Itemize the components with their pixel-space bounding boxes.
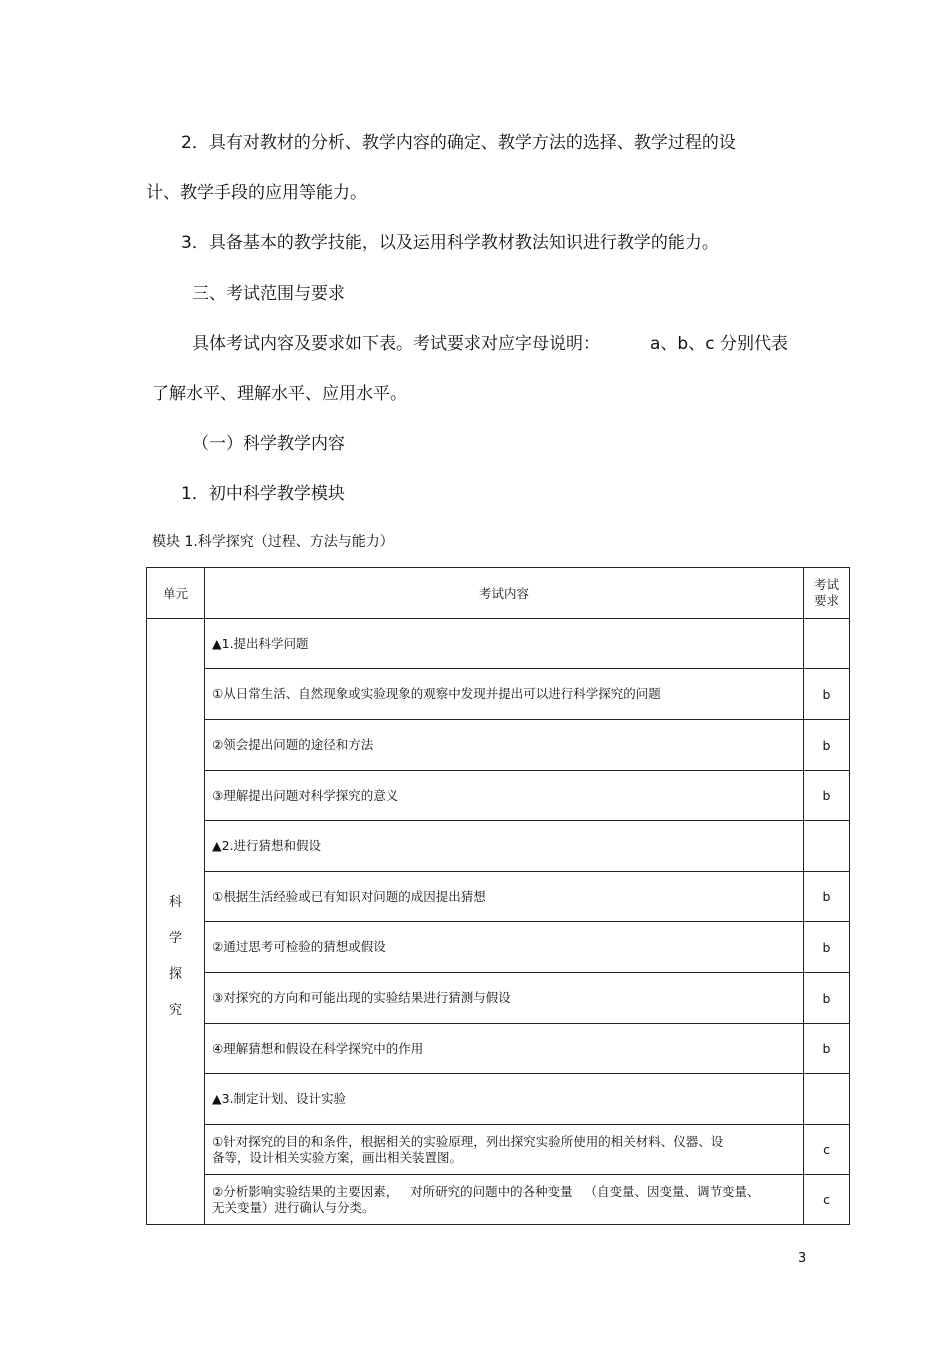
table-row bbox=[147, 872, 850, 922]
req-cell: b bbox=[804, 720, 850, 771]
content-cell bbox=[205, 1175, 804, 1225]
content-line: 无关变量）进行确认与分类。 bbox=[212, 1199, 375, 1215]
exam-description-line1b: a、b、c 分别代表 bbox=[650, 334, 788, 354]
table-row bbox=[147, 821, 850, 872]
subheading-junior-module: 1．初中科学教学模块 bbox=[181, 484, 345, 504]
module-caption: 模块 1.科学探究（过程、方法与能力） bbox=[152, 534, 394, 550]
content-line: ①针对探究的目的和条件，根据相关的实验原理，列出探究实验所使用的相关材料、仪器、设 bbox=[212, 1133, 724, 1149]
table-header-row bbox=[147, 568, 850, 619]
table-row bbox=[147, 619, 850, 669]
header-req-line2: 要求 bbox=[813, 593, 839, 608]
content-cell: ④理解猜想和假设在科学探究中的作用 bbox=[205, 1024, 804, 1074]
exam-content-table bbox=[146, 567, 850, 1225]
unit-char: 学 bbox=[168, 930, 182, 946]
content-cell: ▲2.进行猜想和假设 bbox=[205, 821, 804, 872]
req-cell bbox=[804, 821, 850, 872]
content-cell bbox=[205, 1125, 804, 1175]
header-requirement bbox=[804, 568, 850, 619]
content-cell: ▲1.提出科学问题 bbox=[205, 619, 804, 669]
table-row bbox=[147, 973, 850, 1024]
content-line: ②分析影响实验结果的主要因素， 对所研究的问题中的各种变量 （自变量、因变量、调节变量、 bbox=[212, 1183, 760, 1199]
table-row bbox=[147, 1175, 850, 1225]
exam-description-line1a: 具体考试内容及要求如下表。考试要求对应字母说明： bbox=[192, 334, 600, 354]
req-cell: c bbox=[804, 1125, 850, 1175]
header-req-line1: 考试 bbox=[813, 577, 839, 592]
content-cell: ③理解提出问题对科学探究的意义 bbox=[205, 771, 804, 821]
header-content: 考试内容 bbox=[205, 568, 804, 619]
content-cell: ①根据生活经验或已有知识对问题的成因提出猜想 bbox=[205, 872, 804, 922]
header-unit: 单元 bbox=[147, 568, 205, 619]
paragraph-2-line1: 2．具有对教材的分析、教学内容的确定、教学方法的选择、教学过程的设 bbox=[181, 133, 736, 153]
table-row bbox=[147, 669, 850, 720]
req-cell: b bbox=[804, 771, 850, 821]
req-cell: b bbox=[804, 872, 850, 922]
content-cell: ②通过思考可检验的猜想或假设 bbox=[205, 922, 804, 973]
req-cell: b bbox=[804, 1024, 850, 1074]
req-cell: c bbox=[804, 1175, 850, 1225]
paragraph-2-line2: 计、教学手段的应用等能力。 bbox=[146, 183, 367, 203]
content-line: 备等，设计相关实验方案，画出相关装置图。 bbox=[212, 1149, 463, 1165]
table-row bbox=[147, 1125, 850, 1175]
table-row bbox=[147, 922, 850, 973]
req-cell bbox=[804, 619, 850, 669]
table-row bbox=[147, 771, 850, 821]
content-cell: ①从日常生活、自然现象或实验现象的观察中发现并提出可以进行科学探究的问题 bbox=[205, 669, 804, 720]
unit-char: 探 bbox=[168, 966, 182, 982]
req-cell: b bbox=[804, 669, 850, 720]
unit-cell-science-inquiry bbox=[147, 619, 205, 1225]
subheading-science-content: （一）科学教学内容 bbox=[192, 434, 345, 454]
unit-char: 究 bbox=[168, 1002, 182, 1018]
req-cell: b bbox=[804, 922, 850, 973]
content-cell: ③对探究的方向和可能出现的实验结果进行猜测与假设 bbox=[205, 973, 804, 1024]
page-number: 3 bbox=[798, 1251, 807, 1266]
table-row bbox=[147, 1074, 850, 1125]
req-cell bbox=[804, 1074, 850, 1125]
section-heading-3: 三、考试范围与要求 bbox=[192, 284, 345, 304]
exam-description-line2: 了解水平、理解水平、应用水平。 bbox=[152, 384, 407, 404]
paragraph-3: 3．具备基本的教学技能，以及运用科学教材教法知识进行教学的能力。 bbox=[181, 233, 719, 253]
unit-char: 科 bbox=[168, 894, 182, 910]
table-row bbox=[147, 720, 850, 771]
table-row bbox=[147, 1024, 850, 1074]
content-cell: ②领会提出问题的途径和方法 bbox=[205, 720, 804, 771]
content-cell: ▲3.制定计划、设计实验 bbox=[205, 1074, 804, 1125]
req-cell: b bbox=[804, 973, 850, 1024]
